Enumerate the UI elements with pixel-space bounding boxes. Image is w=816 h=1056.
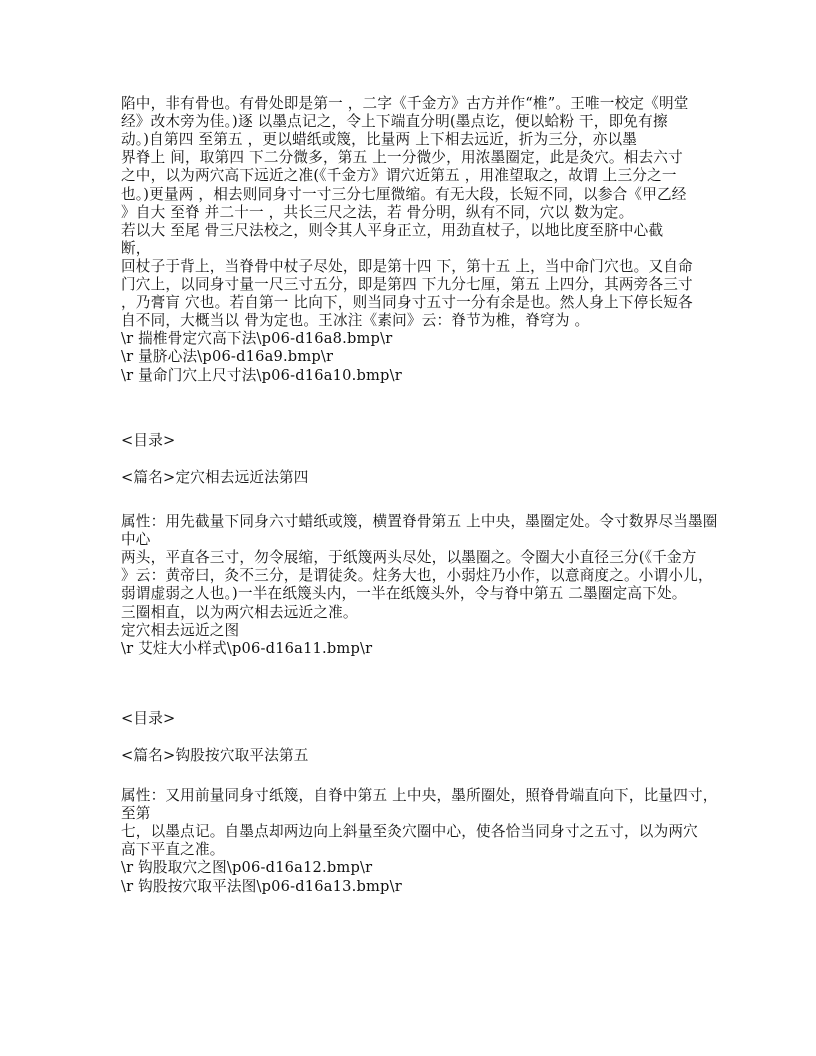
paragraph-line: 七，以墨点记。自墨点却两边向上斜量至灸穴圈中心，使各恰当同身寸之五寸，以为两穴 [121, 823, 698, 841]
paragraph-line: 动。)自第四 至第五 ，更以蜡纸或篾，比量两 上下相去远近，折为三分，亦以墨 [121, 131, 638, 149]
toc-marker: <目录> [121, 710, 176, 727]
paragraph-line: 若以大 至尾 骨三尺法校之，则令其人平身正立，用劲直杖子，以地比度至脐中心截 [121, 221, 664, 239]
paragraph-line: 属性：又用前量同身寸纸篾，自脊中第五 上中央，墨所圈处，照脊骨端直向下，比量四寸， [121, 787, 718, 804]
paragraph-line: ，乃膏肓 穴也。若自第一 比向下，则当同身寸五寸一分有余是也。然人身上下停长短各 [121, 294, 693, 312]
paragraph-line: 定穴相去远近之图 [121, 621, 240, 639]
paragraph-line: 弱谓虚弱之人也。)一半在纸篾头内，一半在纸篾头外，令与脊中第五 二墨圈定高下处。 [121, 585, 687, 603]
section-title: <篇名>钩股按穴取平法第五 [121, 747, 309, 764]
paragraph-line: 之中，以为两穴高下远近之准(《千金方》谓穴近第五 ，用准望取之，故谓 上三分之一 [121, 167, 677, 185]
paragraph-line: \r 钩股取穴之图\p06-d16a12.bmp\r [121, 859, 373, 877]
paragraph-line: 门穴上，以同身寸量一尺三寸五分，即是第四 下九分七厘，第五 上四分，其两旁各三寸 [121, 276, 693, 293]
paragraph-line: 也。)更量两 ，相去则同身寸一寸三分七厘微缩。有无大段，长短不同，以参合《甲乙经 [121, 185, 687, 203]
paragraph-line: 三圈相直，以为两穴相去远近之准。 [121, 603, 358, 621]
paragraph-line: 两头，平直各三寸，勿令展缩，于纸篾两头尽处，以墨圈之。令圈大小直径三分(《千金方 [121, 549, 697, 567]
paragraph-line: 属性：用先截量下同身六寸蜡纸或篾，横置脊骨第五 上中央，墨圈定处。令寸数界尽当墨圈 [121, 513, 718, 530]
section-title: <篇名>定穴相去远近法第四 [121, 469, 309, 486]
paragraph-line: 断， [121, 239, 151, 257]
paragraph-line: \r 量脐心法\p06-d16a9.bmp\r [121, 348, 334, 366]
paragraph-line: 界脊上 间，取第四 下二分微多，第五 上一分微少，用浓墨圈定，此是灸穴。相去六寸 [121, 149, 683, 167]
paragraph-line: 中心 [121, 531, 151, 549]
paragraph-line: 》云：黄帝曰，灸不三分，是谓徒灸。炷务大也，小弱炷乃小作，以意商度之。小谓小儿， [121, 567, 713, 585]
paragraph-line: 经》改木旁为佳。)逐 以墨点记之，令上下端直分明(墨点讫，便以蛤粉 干，即免有擦 [121, 113, 668, 131]
paragraph-line: 自不同，大概当以 骨为定也。王冰注《素问》云：脊节为椎，脊穹为 。 [121, 312, 590, 330]
paragraph-line: \r 艾炷大小样式\p06-d16a11.bmp\r [121, 639, 373, 657]
paragraph-line: 高下平直之准。 [121, 841, 225, 859]
paragraph-line: \r 揣椎骨定穴高下法\p06-d16a8.bmp\r [121, 330, 393, 348]
toc-marker: <目录> [121, 432, 176, 449]
paragraph-line: \r 钩股按穴取平法图\p06-d16a13.bmp\r [121, 877, 402, 895]
paragraph-line: 陷中，非有骨也。有骨处即是第一 ，二字《千金方》古方并作“椎”。王唯一校定《明堂 [121, 95, 689, 112]
paragraph-line: 回杖子于背上，当脊骨中杖子尽处，即是第十四 下，第十五 上，当中命门穴也。又自命 [121, 257, 693, 275]
paragraph-line: 至第 [121, 805, 151, 823]
paragraph-line: \r 量命门穴上尺寸法\p06-d16a10.bmp\r [121, 366, 402, 384]
paragraph-line: 》自大 至脊 并二十一 ，共长三尺之法，若 骨分明，纵有不同，穴以 数为定。 [121, 203, 634, 221]
